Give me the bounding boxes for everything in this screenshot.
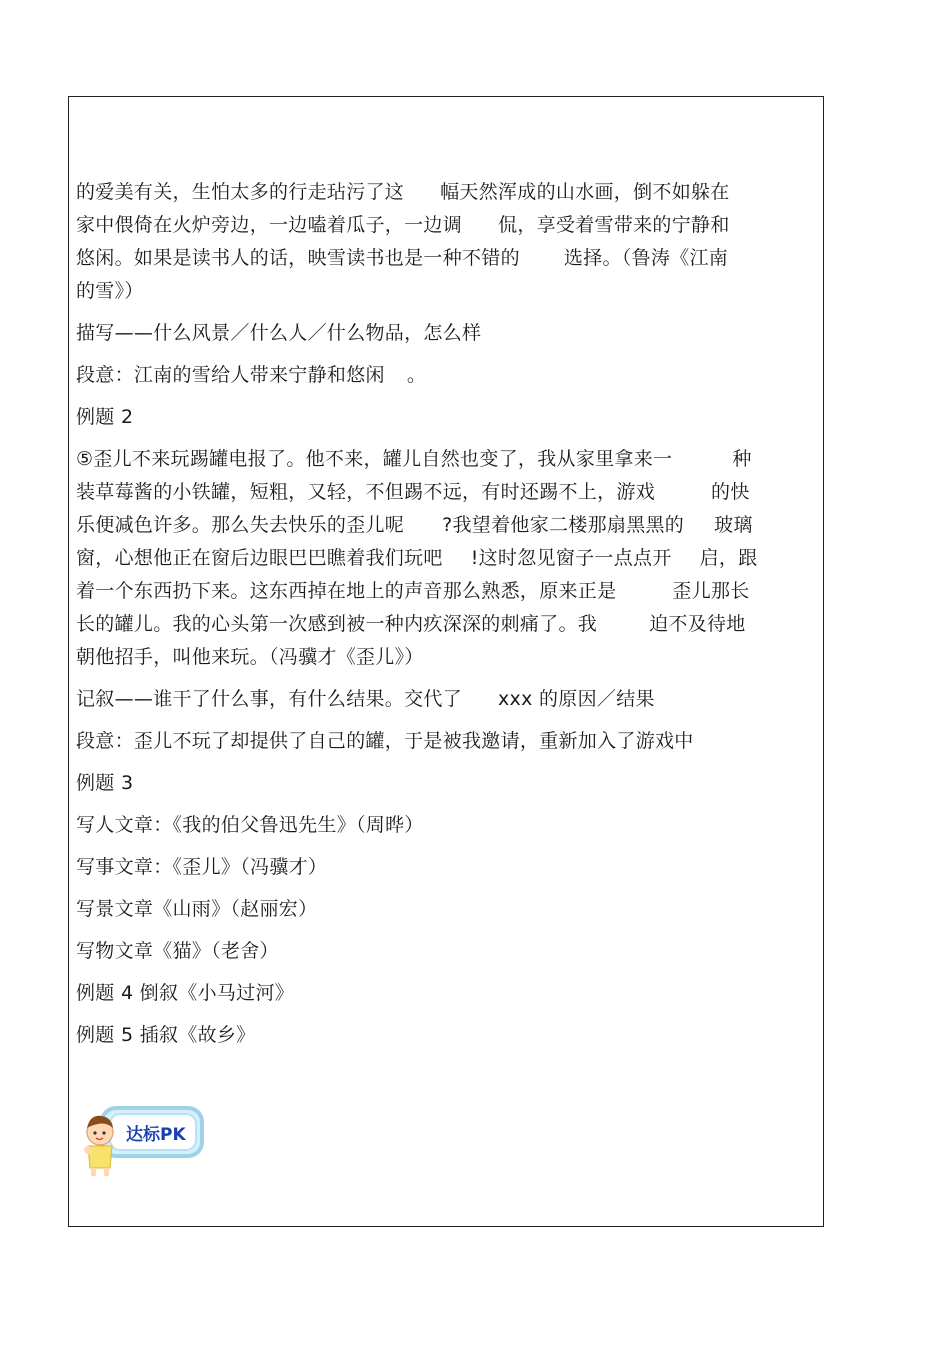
text: 。 <box>406 364 427 386</box>
text: 选择。（鲁涛《江南 <box>563 247 729 269</box>
passage-waier <box>76 443 806 674</box>
text: 乐便减色许多。那么失去快乐的歪儿呢 <box>76 514 405 536</box>
text: 朝他招手，叫他来玩。（冯骥才《歪儿》） <box>76 646 424 668</box>
article-type-list-item: 写物文章《猫》（老舍） <box>76 940 279 962</box>
text: 窗，心想他正在窗后边眼巴巴瞧着我们玩吧 <box>76 547 443 569</box>
example-5-heading: 例题 5 插叙《故乡》 <box>76 1024 256 1046</box>
text: 悠闲。如果是读书人的话，映雪读书也是一种不错的 <box>76 247 520 269</box>
text: 迫不及待地 <box>649 613 746 635</box>
narration-note-2 <box>76 683 806 716</box>
text: 长的罐儿。我的心头第一次感到被一种内疚深深的刺痛了。我 <box>76 613 598 635</box>
example-3-heading: 例题 3 <box>76 772 134 794</box>
text: 侃，享受着雪带来的宁静和 <box>498 214 730 236</box>
document-content <box>76 176 806 1061</box>
text: 玻璃 <box>714 514 753 536</box>
text: 记叙——谁干了什么事，有什么结果。交代了 <box>76 688 463 710</box>
text: !这时忽见窗子一点点开 <box>470 547 672 569</box>
paragraph-meaning-2: 段意：歪儿不玩了却提供了自己的罐，于是被我邀请，重新加入了游戏中 <box>76 730 694 752</box>
example-2-heading: 例题 2 <box>76 406 134 428</box>
article-type-list-item: 写人文章：《我的伯父鲁迅先生》（周晔） <box>76 814 424 836</box>
badge-label: 达标PK <box>126 1125 186 1145</box>
text: 歪儿那长 <box>672 580 750 602</box>
text: 幅天然浑成的山水画，倒不如躲在 <box>440 181 730 203</box>
paragraph-meaning-1 <box>76 359 806 392</box>
text: ?我望着他家二楼那扇黑黑的 <box>442 514 685 536</box>
text: 的爱美有关，生怕太多的行走玷污了这 <box>76 181 405 203</box>
text: 的雪》） <box>76 280 144 302</box>
text: 着一个东西扔下来。这东西掉在地上的声音那么熟悉，原来正是 <box>76 580 617 602</box>
article-type-list-item: 写事文章：《歪儿》（冯骥才） <box>76 856 328 878</box>
text: 的快 <box>711 481 750 503</box>
passage-jiangnan-snow <box>76 176 806 308</box>
text: xxx 的原因／结果 <box>498 688 655 710</box>
girl-cartoon-icon <box>84 1116 113 1176</box>
text: ⑤歪儿不来玩踢罐电报了。他不来，罐儿自然也变了，我从家里拿来一 <box>76 448 673 470</box>
text: 启，跟 <box>699 547 758 569</box>
example-4-heading: 例题 4 倒叙《小马过河》 <box>76 982 295 1004</box>
text: 装草莓酱的小铁罐，短粗，又轻，不但踢不远，有时还踢不上，游戏 <box>76 481 656 503</box>
dabiao-pk-badge <box>80 1098 208 1178</box>
text: 种 <box>732 448 752 470</box>
description-note-1: 描写——什么风景／什么人／什么物品，怎么样 <box>76 322 482 344</box>
text: 段意：江南的雪给人带来宁静和悠闲 <box>76 364 385 386</box>
article-type-list-item: 写景文章《山雨》（赵丽宏） <box>76 898 318 920</box>
text: 家中偎倚在火炉旁边，一边嗑着瓜子，一边调 <box>76 214 463 236</box>
